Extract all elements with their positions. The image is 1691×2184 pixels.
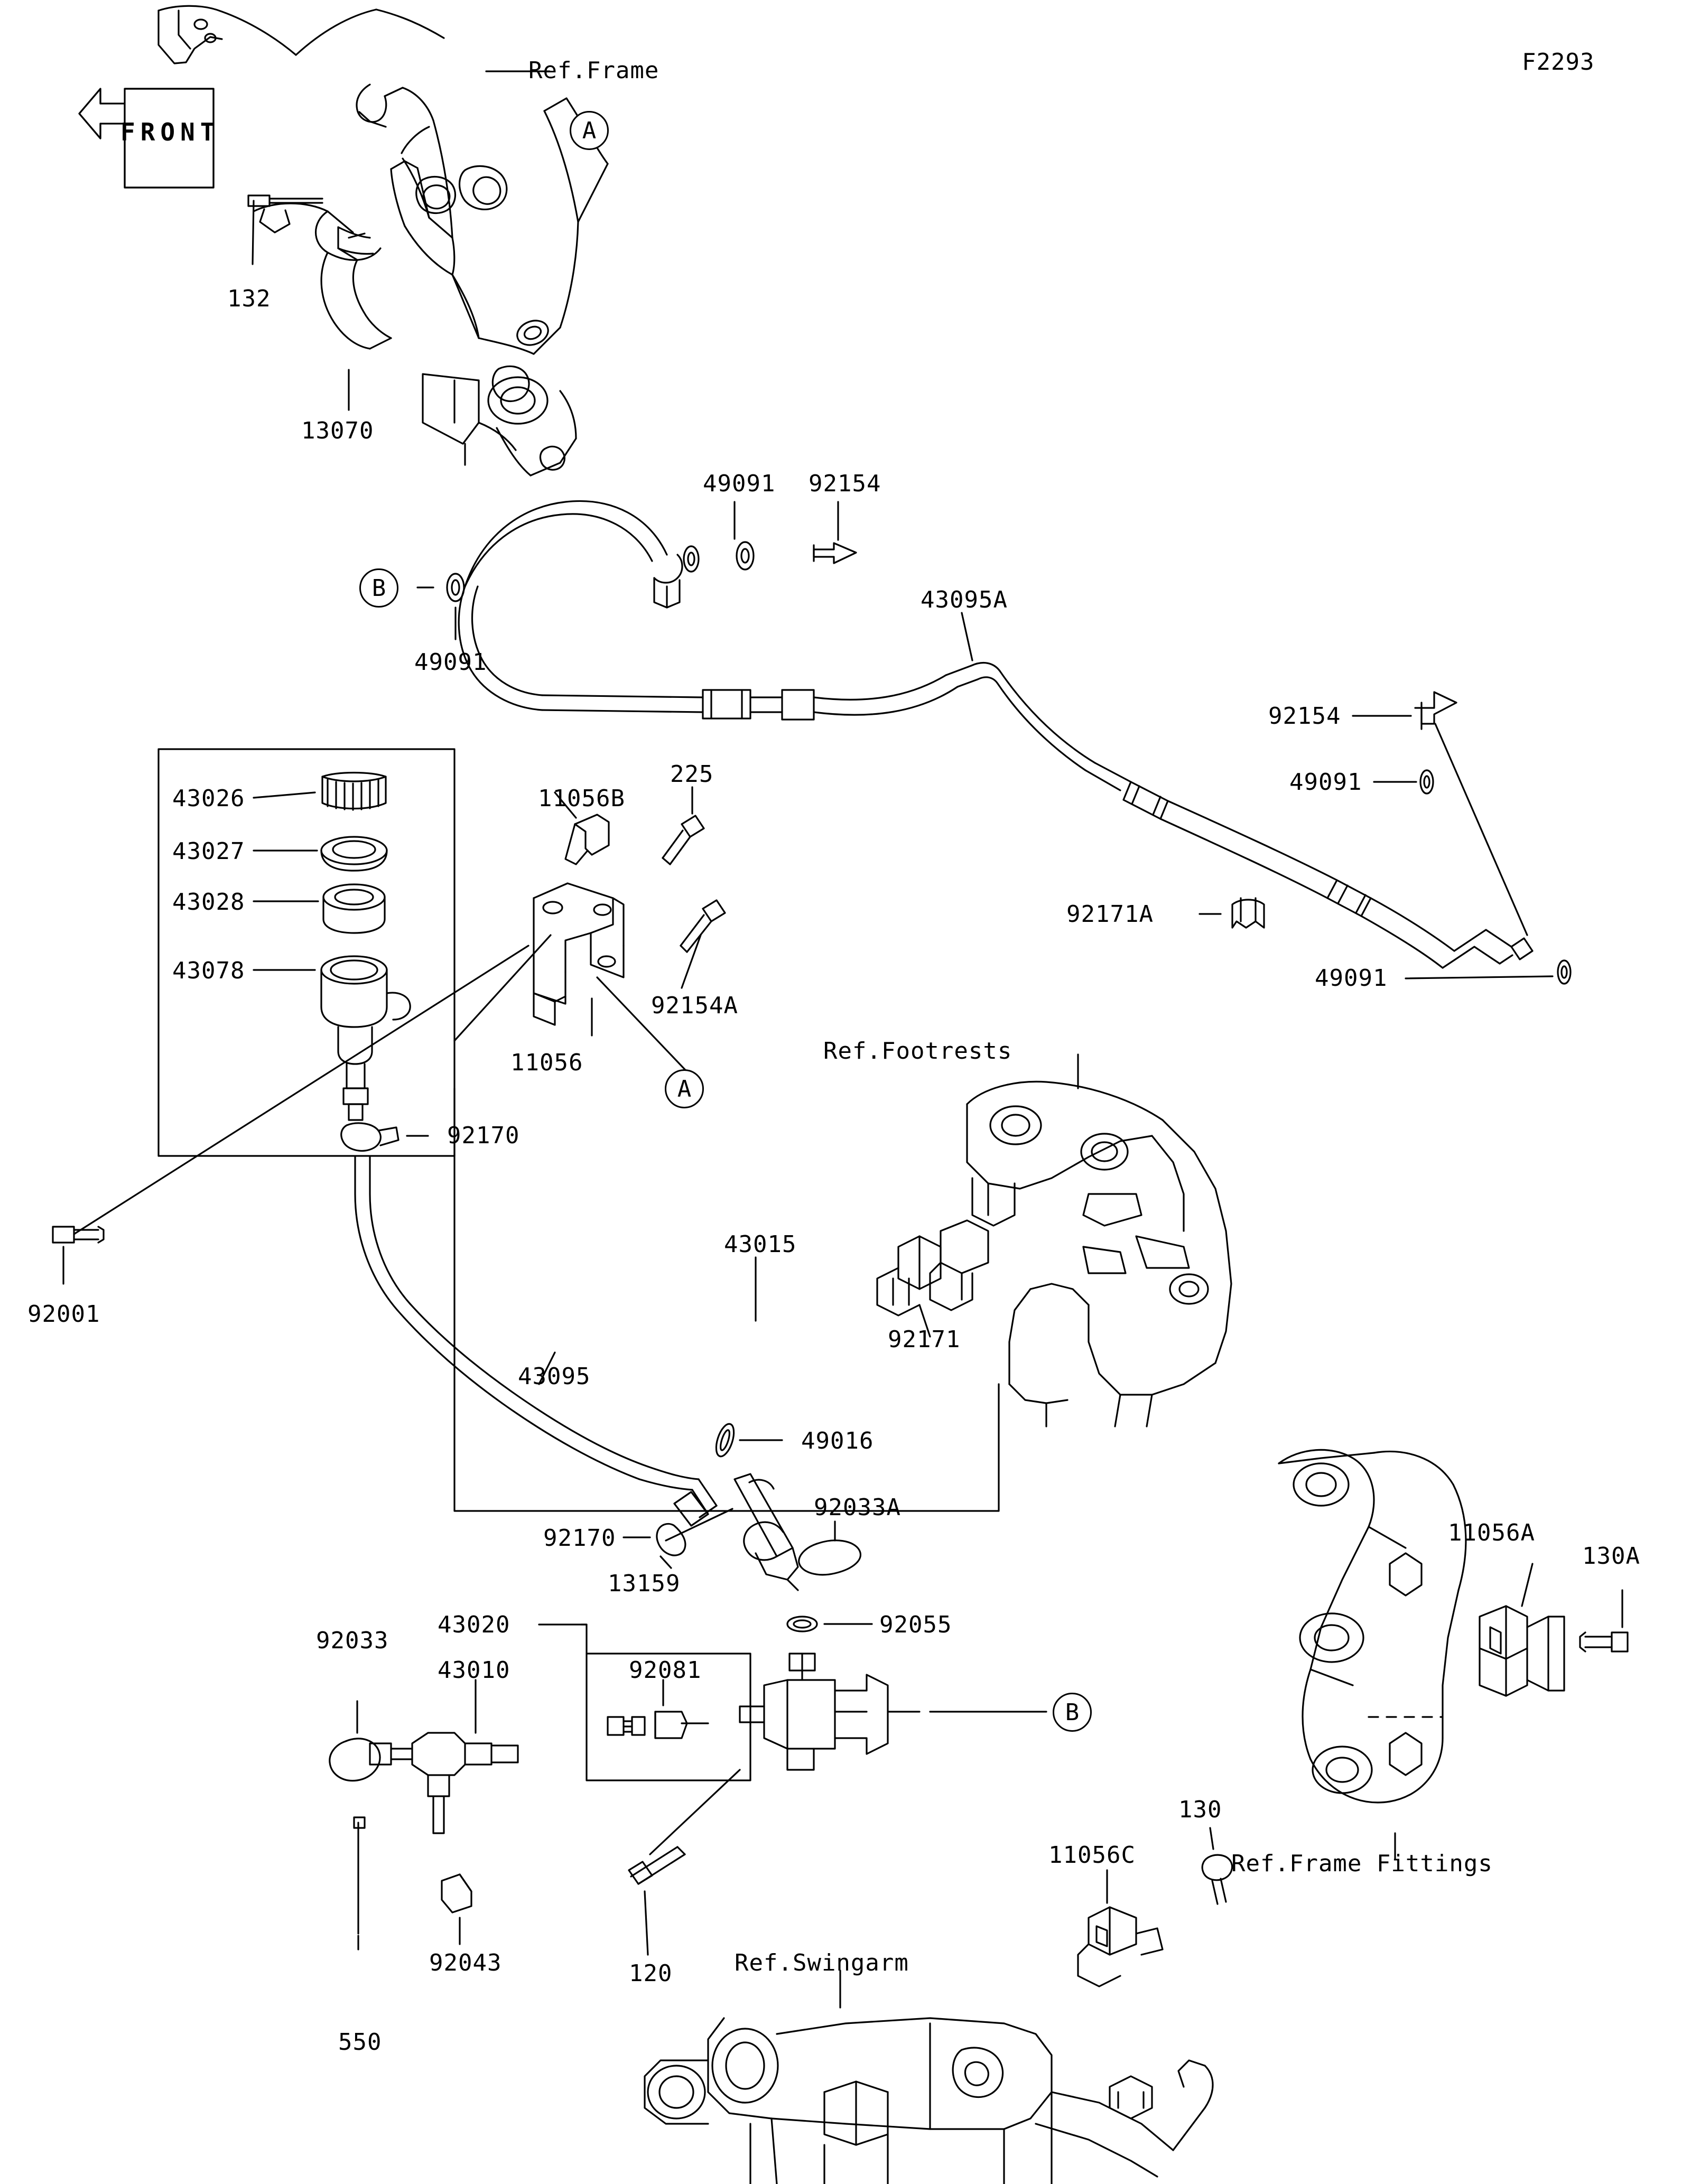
part-92043-pin (442, 1874, 471, 1912)
ref-frame-fittings-label: Ref.Frame Fittings (1231, 1850, 1493, 1877)
label-92170-upper: 92170 (447, 1122, 520, 1149)
washer-49091-right-a (1420, 770, 1433, 794)
label-92154-right: 92154 (1268, 703, 1341, 730)
leader-92001-long (74, 946, 528, 1234)
label-43095A: 43095A (921, 586, 1008, 613)
leader-43095A (962, 613, 972, 660)
label-92033: 92033 (316, 1627, 389, 1654)
label-43015: 43015 (724, 1231, 797, 1258)
leader-43020 (539, 1625, 587, 1654)
label-43028: 43028 (172, 889, 245, 916)
part-11056C-bracket (1078, 1907, 1163, 1986)
part-120-bolt (629, 1847, 685, 1884)
part-49016-ring (713, 1422, 737, 1459)
part-11056-bracket (534, 883, 624, 1025)
leader-132 (253, 201, 254, 264)
label-92171A: 92171A (1066, 901, 1154, 928)
part-92170-lower (657, 1524, 685, 1568)
leader-49091-right-b (1406, 976, 1553, 978)
label-92154A: 92154A (651, 992, 738, 1019)
washer-49091-left (447, 574, 464, 601)
part-92055-oring (787, 1617, 817, 1631)
part-92081-spring (608, 1712, 708, 1738)
clip-92171A-drawing (1232, 898, 1264, 928)
part-43027-diaphragm (321, 837, 387, 871)
label-11056A: 11056A (1448, 1519, 1535, 1546)
valve-body-drawing (740, 1654, 919, 1770)
label-92081: 92081 (629, 1657, 702, 1684)
part-225-bolt (663, 816, 704, 864)
hose-43095A-drawing (459, 501, 1532, 968)
label-92033A: 92033A (814, 1494, 901, 1521)
part-43010-cylinder (370, 1733, 518, 1833)
label-130: 130 (1178, 1796, 1222, 1823)
washer-49091-right-b (1558, 960, 1571, 984)
label-43095: 43095 (518, 1363, 591, 1390)
label-13159: 13159 (608, 1570, 681, 1597)
ref-footrests-label: Ref.Footrests (823, 1038, 1012, 1065)
swingarm-drawing (645, 2018, 1213, 2184)
leader-120-long (650, 1770, 740, 1854)
part-43078-reservoir (321, 956, 410, 1120)
label-132: 132 (227, 285, 271, 312)
label-43020: 43020 (438, 1611, 510, 1638)
leader-43026 (254, 792, 315, 798)
part-11056B-clamp (565, 815, 609, 864)
callout-a-mid[interactable]: A (665, 1069, 704, 1108)
label-92170-lower: 92170 (543, 1525, 616, 1552)
label-11056B: 11056B (538, 785, 625, 812)
group-box-a-ext (454, 1088, 999, 1511)
label-92043: 92043 (429, 1949, 502, 1976)
label-43026: 43026 (172, 785, 245, 812)
leader-11056A (1522, 1564, 1532, 1606)
label-43027: 43027 (172, 838, 245, 865)
part-130A-bolt (1580, 1632, 1628, 1651)
ref-frame-label: Ref.Frame (528, 57, 659, 84)
hose-43095-drawing (355, 1157, 717, 1526)
leader-13159 (666, 1509, 732, 1541)
label-13070: 13070 (301, 417, 374, 444)
front-badge (95, 103, 220, 182)
label-49091-top: 49091 (703, 470, 776, 497)
leader-a-long (454, 935, 551, 1041)
part-13159-joint (735, 1474, 798, 1590)
callout-b-top[interactable]: B (359, 568, 398, 608)
part-92154A-bolt (681, 900, 725, 952)
label-92154-top: 92154 (809, 470, 881, 497)
label-11056: 11056 (510, 1049, 583, 1076)
leader-right-fittings (1435, 724, 1527, 935)
front-label: FRONT (120, 118, 220, 146)
leader-130 (1210, 1828, 1213, 1849)
sheet-code: F2293 (1522, 49, 1595, 76)
part-43026-cap (322, 773, 386, 810)
label-49091-right-a: 49091 (1289, 769, 1362, 796)
part-92033-circlip (330, 1739, 380, 1781)
banjo-bolt-top (654, 542, 856, 608)
label-550: 550 (338, 2029, 382, 2056)
part-92033A-circlip (799, 1541, 861, 1575)
label-49091-right-b: 49091 (1315, 965, 1388, 992)
label-43010: 43010 (438, 1657, 510, 1684)
swingarm-plate-drawing (1279, 1450, 1466, 1802)
label-130A: 130A (1582, 1543, 1640, 1570)
label-43078: 43078 (172, 957, 245, 984)
label-92055: 92055 (879, 1611, 952, 1638)
label-120: 120 (629, 1960, 673, 1987)
part-92170-upper (341, 1123, 398, 1151)
clamp-13070-drawing (248, 195, 391, 349)
leader-120 (645, 1891, 648, 1955)
label-92001: 92001 (27, 1301, 100, 1328)
leader-92154A (682, 935, 701, 988)
part-92001-bolt (53, 1227, 104, 1243)
label-49091-left: 49091 (414, 649, 487, 676)
part-130-bolt (1202, 1855, 1232, 1904)
ref-swingarm-label: Ref.Swingarm (735, 1949, 909, 1976)
footrests-bracket-drawing (877, 1081, 1231, 1426)
label-225: 225 (670, 761, 714, 788)
callout-a-top[interactable]: A (570, 111, 609, 150)
callout-b-right[interactable]: B (1053, 1693, 1092, 1732)
label-49016: 49016 (801, 1427, 874, 1454)
part-11056A-bracket (1480, 1606, 1564, 1696)
label-92171: 92171 (888, 1326, 961, 1353)
part-550-pin (354, 1817, 365, 1934)
label-11056C: 11056C (1048, 1842, 1136, 1869)
part-43028-cup (323, 884, 385, 933)
